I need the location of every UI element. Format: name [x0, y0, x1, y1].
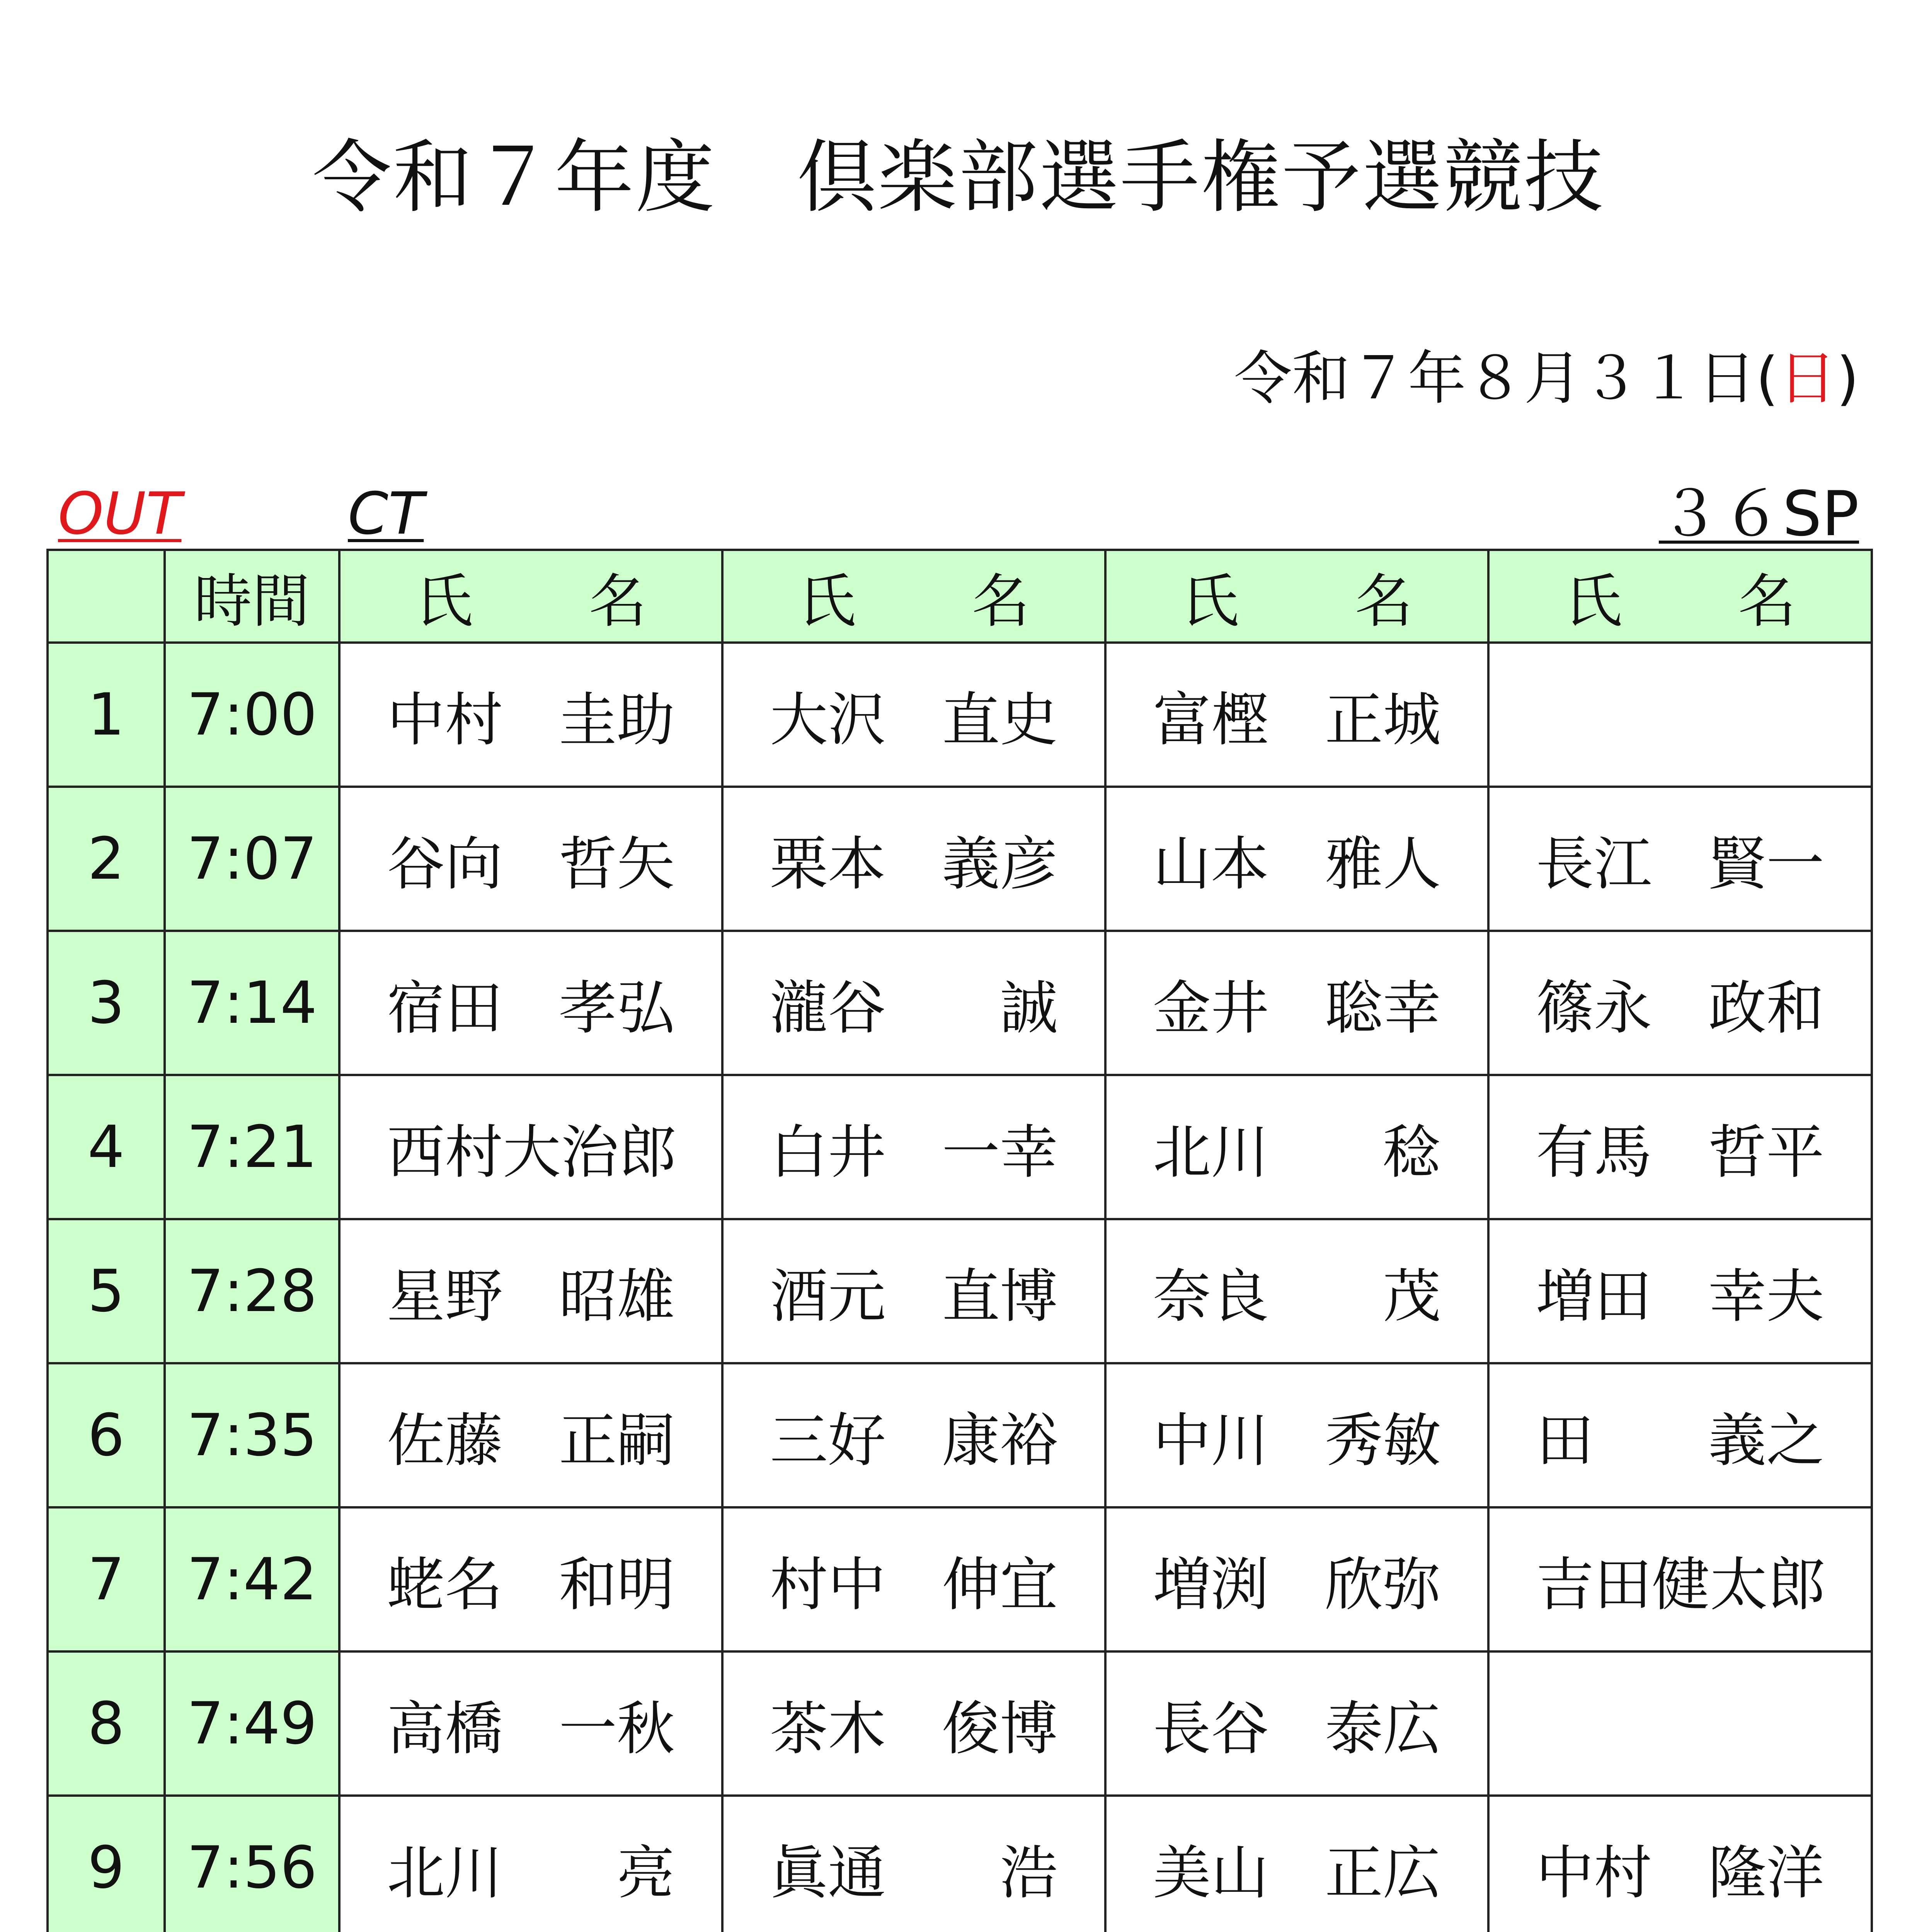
group-number: 3: [48, 931, 165, 1075]
player-given-name: 聡幸: [1325, 975, 1441, 1042]
group-number: 4: [48, 1075, 165, 1219]
player-cell: [1488, 1507, 1872, 1651]
player-surname: 長谷: [1153, 1695, 1269, 1763]
player-cell: [1105, 1796, 1488, 1932]
player-given-name: 浩: [999, 1839, 1058, 1907]
player-given-name: 茂: [1382, 1263, 1441, 1330]
player-given-name: 正嗣: [558, 1407, 675, 1475]
player-given-name: 和明: [558, 1551, 675, 1619]
player-surname: 村中: [770, 1551, 886, 1619]
player-given-name: 隆洋: [1708, 1839, 1824, 1907]
player-given-name: 一秋: [558, 1695, 675, 1763]
player-given-name: 義彦: [941, 830, 1058, 898]
player-given-name: 正城: [1325, 686, 1441, 754]
player-surname: 瀧谷: [770, 975, 886, 1042]
player-given-name: 哲平: [1708, 1119, 1824, 1186]
player-surname: 宿田: [387, 975, 503, 1042]
player-cell: [339, 931, 722, 1075]
group-number: 8: [48, 1651, 165, 1796]
player-cell: [1488, 643, 1872, 787]
player-surname: 西村大治郎: [387, 1119, 677, 1186]
group-number: 1: [48, 643, 165, 787]
player-surname: 山本: [1153, 830, 1269, 898]
player-surname: 星野: [387, 1263, 503, 1330]
player-given-name: 俊博: [941, 1695, 1058, 1763]
player-cell: [722, 1075, 1105, 1219]
player-surname: 奈良: [1153, 1263, 1269, 1330]
player-surname: 吉田健太郎: [1536, 1551, 1826, 1619]
player-surname: 金井: [1153, 975, 1269, 1042]
header-name: [339, 550, 722, 643]
player-surname: 酒元: [770, 1263, 886, 1330]
player-cell: [1105, 1363, 1488, 1507]
header-name-b: 名: [1355, 568, 1413, 635]
player-cell: [339, 1219, 722, 1363]
player-cell: [339, 787, 722, 931]
player-cell: [722, 1796, 1105, 1932]
tee-time: 7:49: [165, 1651, 339, 1796]
player-given-name: 一幸: [941, 1119, 1058, 1186]
tee-time: 7:56: [165, 1796, 339, 1932]
tee-time: 7:28: [165, 1219, 339, 1363]
player-given-name: 亮: [616, 1839, 675, 1907]
date-text: 令和７年８月３１日(: [1234, 345, 1779, 412]
player-cell: [722, 787, 1105, 931]
table-row: [48, 1363, 1872, 1507]
player-given-name: 義之: [1708, 1407, 1824, 1475]
header-name: [1105, 550, 1488, 643]
header-name: [1488, 550, 1872, 643]
group-number: 5: [48, 1219, 165, 1363]
header-no: [48, 550, 165, 643]
header-name-a: 氏: [1564, 568, 1622, 635]
player-given-name: 政和: [1708, 975, 1824, 1042]
course-ct-label: CT: [348, 480, 424, 548]
table-header-row: [48, 550, 1872, 643]
player-surname: 有馬: [1536, 1119, 1652, 1186]
table-row: [48, 1796, 1872, 1932]
player-surname: 篠永: [1536, 975, 1652, 1042]
header-name-b: 名: [972, 568, 1030, 635]
player-cell: [1488, 1075, 1872, 1219]
player-cell: [722, 1219, 1105, 1363]
player-surname: 北川: [1153, 1119, 1269, 1186]
player-given-name: 康裕: [941, 1407, 1058, 1475]
player-surname: 中村: [387, 686, 503, 754]
player-cell: [339, 1651, 722, 1796]
header-name-a: 氏: [415, 568, 473, 635]
player-surname: 長江: [1536, 830, 1652, 898]
player-cell: [1105, 1219, 1488, 1363]
group-number: 6: [48, 1363, 165, 1507]
player-given-name: 直史: [941, 686, 1058, 754]
group-number: 9: [48, 1796, 165, 1932]
player-surname: 高橋: [387, 1695, 503, 1763]
player-surname: 富樫: [1153, 686, 1269, 754]
player-cell: [339, 643, 722, 787]
player-surname: 増田: [1536, 1263, 1652, 1330]
player-surname: 三好: [770, 1407, 886, 1475]
tee-time: 7:35: [165, 1363, 339, 1507]
player-cell: [722, 1363, 1105, 1507]
player-surname: 田: [1536, 1407, 1594, 1475]
tee-time: 7:00: [165, 643, 339, 787]
player-surname: 栗本: [770, 830, 886, 898]
player-cell: [1488, 1363, 1872, 1507]
player-surname: 中村: [1536, 1839, 1652, 1907]
player-surname: 中川: [1153, 1407, 1269, 1475]
header-time: 時間: [165, 550, 339, 643]
tee-time: 7:42: [165, 1507, 339, 1651]
page-title: 令和７年度 倶楽部選手権予選競技: [312, 132, 1605, 224]
player-given-name: 伸宜: [941, 1551, 1058, 1619]
course-out-label: OUT: [58, 480, 182, 548]
player-cell: [722, 931, 1105, 1075]
tee-time: 7:21: [165, 1075, 339, 1219]
player-cell: [1488, 1651, 1872, 1796]
player-cell: [1488, 931, 1872, 1075]
player-given-name: 稔: [1382, 1119, 1441, 1186]
format-label: ３６SP: [1658, 478, 1859, 550]
player-cell: [1105, 1651, 1488, 1796]
table-row: [48, 643, 1872, 787]
player-cell: [339, 1796, 722, 1932]
player-given-name: 正広: [1325, 1839, 1441, 1907]
player-given-name: 孝弘: [558, 975, 675, 1042]
table-row: [48, 1507, 1872, 1651]
table-row: [48, 931, 1872, 1075]
player-given-name: 秀敏: [1325, 1407, 1441, 1475]
player-given-name: 誠: [999, 975, 1058, 1042]
group-number: 7: [48, 1507, 165, 1651]
player-given-name: 泰広: [1325, 1695, 1441, 1763]
player-cell: [722, 1507, 1105, 1651]
group-number: 2: [48, 787, 165, 931]
player-given-name: 哲矢: [558, 830, 675, 898]
header-name-a: 氏: [1181, 568, 1239, 635]
player-given-name: 幸夫: [1708, 1263, 1824, 1330]
player-cell: [1105, 787, 1488, 931]
player-surname: 眞通: [770, 1839, 886, 1907]
date-close: ): [1836, 345, 1859, 412]
tee-time: 7:14: [165, 931, 339, 1075]
player-cell: [1105, 1507, 1488, 1651]
player-cell: [1488, 787, 1872, 931]
header-name-b: 名: [1738, 568, 1796, 635]
player-given-name: 直博: [941, 1263, 1058, 1330]
player-cell: [339, 1507, 722, 1651]
player-surname: 谷向: [387, 830, 503, 898]
player-surname: 佐藤: [387, 1407, 503, 1475]
player-cell: [722, 643, 1105, 787]
player-given-name: 欣弥: [1325, 1551, 1441, 1619]
player-cell: [339, 1363, 722, 1507]
player-cell: [1105, 1075, 1488, 1219]
player-cell: [339, 1075, 722, 1219]
table-row: [48, 1651, 1872, 1796]
player-cell: [1105, 931, 1488, 1075]
player-given-name: 賢一: [1708, 830, 1824, 898]
table-row: [48, 1219, 1872, 1363]
player-given-name: 昭雄: [558, 1263, 675, 1330]
header-name: [722, 550, 1105, 643]
player-surname: 北川: [387, 1839, 503, 1907]
player-surname: 蛯名: [387, 1551, 503, 1619]
table-row: [48, 1075, 1872, 1219]
pairing-table: [46, 549, 1873, 1932]
player-surname: 白井: [770, 1119, 886, 1186]
player-cell: [1488, 1796, 1872, 1932]
player-surname: 増渕: [1153, 1551, 1269, 1619]
table-row: [48, 787, 1872, 931]
date-weekday: 日: [1778, 345, 1837, 412]
player-surname: 大沢: [770, 686, 886, 754]
player-cell: [722, 1651, 1105, 1796]
header-name-a: 氏: [798, 568, 856, 635]
tee-time: 7:07: [165, 787, 339, 931]
event-date: [1234, 340, 1859, 417]
player-surname: 茶木: [770, 1695, 886, 1763]
player-surname: 美山: [1153, 1839, 1269, 1907]
player-given-name: 雅人: [1325, 830, 1441, 898]
player-given-name: 圭助: [558, 686, 675, 754]
player-cell: [1488, 1219, 1872, 1363]
header-name-b: 名: [589, 568, 647, 635]
player-cell: [1105, 643, 1488, 787]
